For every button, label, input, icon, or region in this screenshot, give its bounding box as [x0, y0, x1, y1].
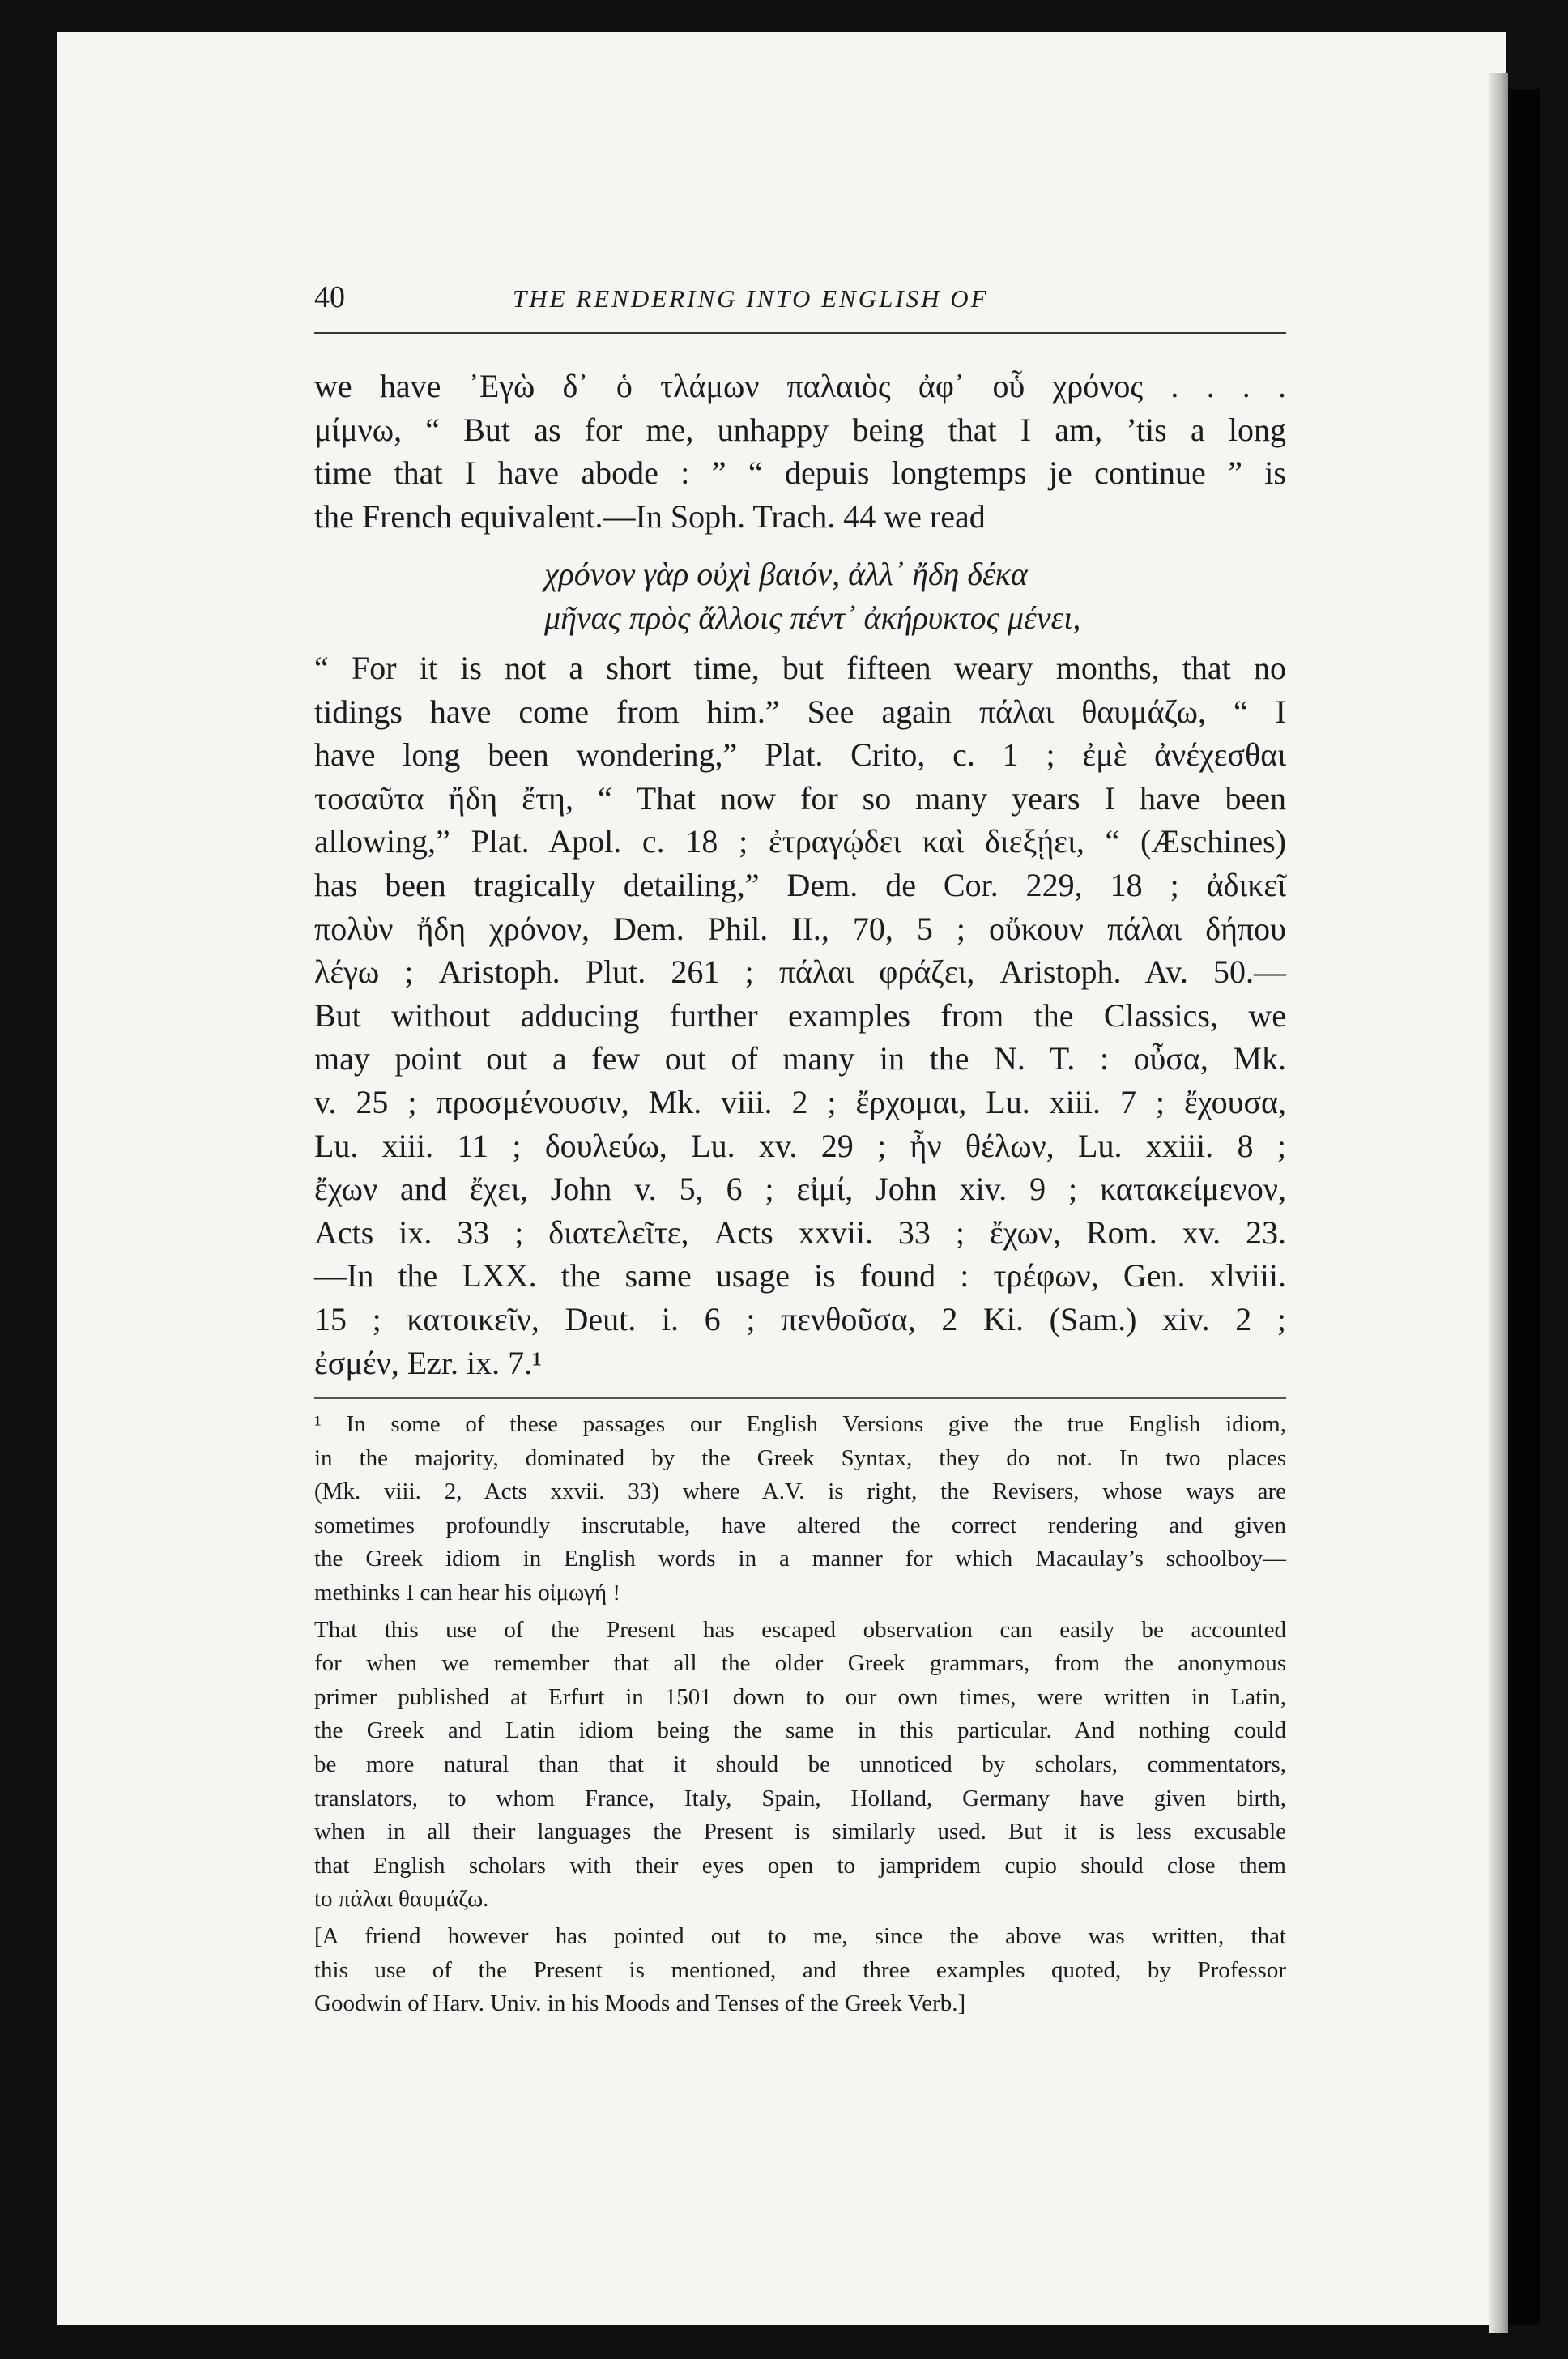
text-line: τοσαῦτα ἤδη ἔτη, “ That now for so many years I have been: [314, 779, 1286, 817]
text-line: have long been wondering,” Plat. Crito, c. 1 ; ἐμὲ ἀνέχεσθαι: [314, 736, 1286, 774]
scan-border: [1508, 89, 1540, 2325]
page-edge: [1489, 73, 1508, 2333]
text-line: ἔχων and ἔχει, John v. 5, 6 ; εἰμί, John xiv. 9 ; κατακείμενον,: [314, 1171, 1286, 1208]
footnote-line: that English scholars with their eyes open to jampridem cupio should close them: [314, 1852, 1286, 1879]
footnote-line: when in all their languages the Present is similarly used. But it is less excusable: [314, 1819, 1286, 1845]
footnote-line: translators, to whom France, Italy, Spain, Holland, Germany have given birth,: [314, 1785, 1286, 1811]
text-line: —In the LXX. the same usage is found : τρέφων, Gen. xlviii.: [314, 1257, 1286, 1295]
text-line: πολὺν ἤδη χρόνον, Dem. Phil. II., 70, 5 ; οὔκουν πάλαι δήπου: [314, 910, 1286, 947]
text-line: μίμνω, “ But as for me, unhappy being that I am, ’tis a long: [314, 411, 1286, 448]
footnote-paragraph: [314, 1614, 1286, 1917]
running-title: THE RENDERING INTO ENGLISH OF: [513, 284, 989, 313]
text-line: allowing,” Plat. Apol. c. 18 ; ἐτραγῴδει καὶ διεξῄει, “ (Æschines): [314, 823, 1286, 860]
footnote-line: primer published at Erfurt in 1501 down to our own times, were written in Latin,: [314, 1683, 1286, 1710]
footnote-line: sometimes profoundly inscrutable, have altered the correct rendering and given: [314, 1512, 1286, 1538]
text-line: λέγω ; Aristoph. Plut. 261 ; πάλαι φράζει, Aristoph. Av. 50.—: [314, 953, 1286, 991]
text-line: “ For it is not a short time, but fifteen weary months, that no: [314, 650, 1286, 686]
text-line: we have ᾽Εγὼ δ᾽ ὁ τλάμων παλαιὸς ἀφ᾽ οὗ χρόνος . . . .: [314, 368, 1286, 404]
footnote-line: the Greek and Latin idiom being the same in this particular. And nothing could: [314, 1717, 1286, 1744]
text-line: But without adducing further examples from the Classics, we: [314, 996, 1286, 1034]
text-line: 15 ; κατοικεῖν, Deut. i. 6 ; πενθοῦσα, 2 Ki. (Sam.) xiv. 2 ;: [314, 1300, 1286, 1337]
page-number: 40: [314, 280, 345, 314]
footnote-line: [A friend however has pointed out to me, since the above was written, that: [314, 1922, 1286, 1949]
footnote-paragraph: [314, 1920, 1286, 2021]
footnote-line: for when we remember that all the older Greek grammars, from the anonymous: [314, 1650, 1286, 1677]
footnote-paragraph: [314, 1408, 1286, 1610]
footnotes: [314, 1408, 1286, 2024]
text-line: v. 25 ; προσμένουσιν, Mk. viii. 2 ; ἔρχομαι, Lu. xiii. 7 ; ἔχουσα,: [314, 1083, 1286, 1120]
header-rule: [314, 332, 1286, 334]
text-line: time that I have abode : ” “ depuis longtemps je continue ” is: [314, 454, 1286, 492]
verse-line: χρόνον γὰρ οὐχὶ βαιόν, ἀλλ᾽ ἤδη δέκα: [544, 556, 1028, 592]
verse-line: μῆνας πρὸς ἄλλοις πέντ᾽ ἀκήρυκτος μένει,: [544, 599, 1081, 636]
footnote-line: be more natural than that it should be unnoticed by scholars, commentators,: [314, 1751, 1286, 1777]
text-line: Acts ix. 33 ; διατελεῖτε, Acts xxvii. 33 ; ἔχων, Rom. xv. 23.: [314, 1214, 1286, 1251]
footnote-line: ¹ In some of these passages our English Versions give the true English idiom,: [314, 1411, 1286, 1437]
footnote-line: to πάλαι θαυμάζω.: [314, 1886, 489, 1913]
footnote-rule: [314, 1397, 1286, 1399]
text-line: tidings have come from him.” See again πάλαι θαυμάζω, “ I: [314, 693, 1286, 730]
paragraph-1: [314, 365, 1286, 538]
text-line: the French equivalent.—In Soph. Trach. 44 we read: [314, 497, 986, 535]
footnote-line: Goodwin of Harv. Univ. in his Moods and Tenses of the Greek Verb.]: [314, 1990, 966, 2017]
footnote-line: this use of the Present is mentioned, and three examples quoted, by Professor: [314, 1956, 1286, 1983]
paragraph-2: [314, 646, 1286, 1384]
footnote-line: in the majority, dominated by the Greek Syntax, they do not. In two places: [314, 1444, 1286, 1471]
greek-verse-quote: [544, 552, 1354, 640]
text-line: has been tragically detailing,” Dem. de Cor. 229, 18 ; ἀδικεῖ: [314, 866, 1286, 903]
footnote-line: the Greek idiom in English words in a manner for which Macaulay’s schoolboy—: [314, 1546, 1286, 1572]
footnote-line: methinks I can hear his οἰμωγή !: [314, 1579, 621, 1606]
page-header: [314, 279, 1286, 320]
footnote-line: (Mk. viii. 2, Acts xxvii. 33) where A.V. is right, the Revisers, whose ways are: [314, 1478, 1286, 1505]
text-line: ἐσμέν, Ezr. ix. 7.¹: [314, 1344, 543, 1381]
footnote-line: That this use of the Present has escaped observation can easily be accounted: [314, 1616, 1286, 1643]
text-line: may point out a few out of many in the N. T. : οὖσα, Mk.: [314, 1040, 1286, 1077]
text-line: Lu. xiii. 11 ; δουλεύω, Lu. xv. 29 ; ἦν θέλων, Lu. xxiii. 8 ;: [314, 1127, 1286, 1164]
